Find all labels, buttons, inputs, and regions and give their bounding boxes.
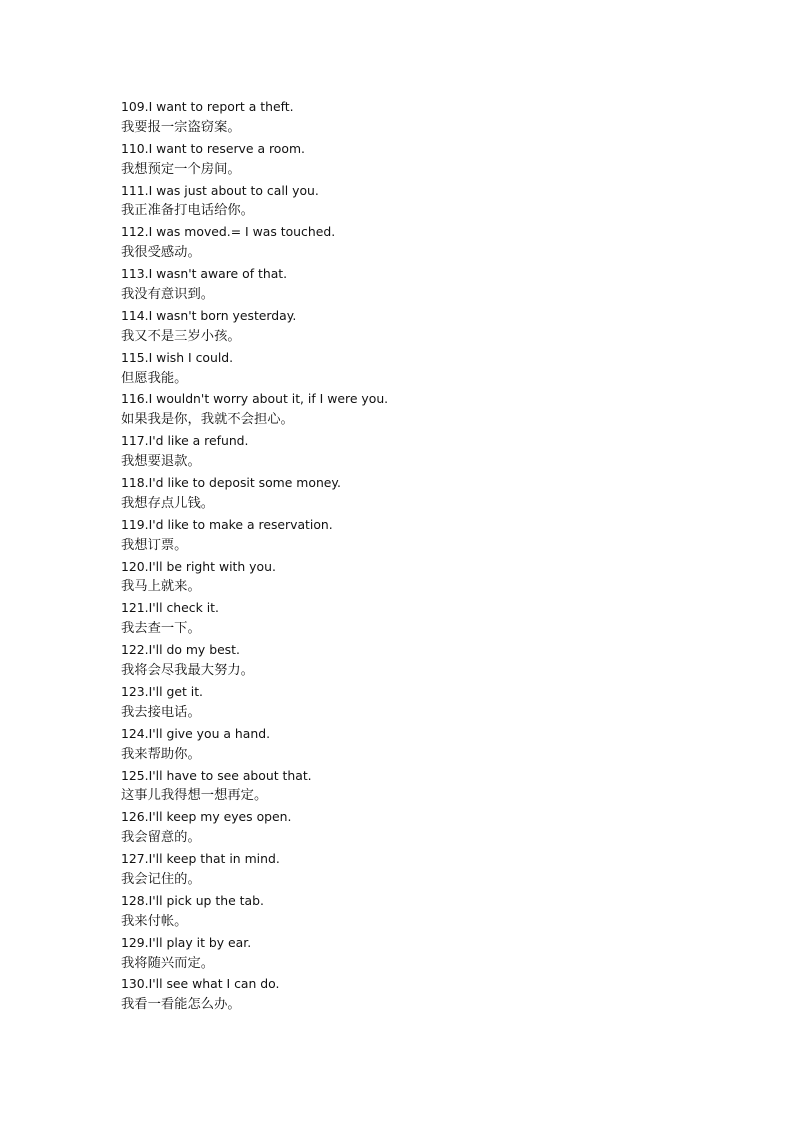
chinese-translation: 我马上就来。 (121, 579, 201, 595)
phrase-entry (121, 306, 741, 348)
phrase-entry (121, 974, 741, 1016)
chinese-translation: 我没有意识到。 (121, 287, 215, 303)
chinese-translation: 我来付帐。 (121, 913, 188, 929)
english-phrase: 118.I'd like to deposit some money. (121, 475, 341, 491)
phrase-entry (121, 515, 741, 557)
chinese-translation: 我想要退款。 (121, 454, 201, 470)
phrase-entry (121, 389, 741, 431)
chinese-translation: 我很受感动。 (121, 245, 201, 261)
phrase-entry (121, 682, 741, 724)
english-phrase: 109.I want to report a theft. (121, 99, 294, 114)
english-phrase: 110.I want to reserve a room. (121, 140, 305, 156)
phrase-entry (121, 766, 741, 808)
chinese-translation: 我又不是三岁小孩。 (121, 328, 241, 344)
english-phrase: 127.I'll keep that in mind. (121, 851, 280, 867)
chinese-translation: 我去查一下。 (121, 621, 201, 637)
chinese-translation: 我要报一宗盗窃案。 (121, 119, 241, 135)
chinese-translation: 我想存点儿钱。 (121, 495, 215, 511)
phrase-entry (121, 264, 741, 306)
phrase-entry (121, 807, 741, 849)
english-phrase: 129.I'll play it by ear. (121, 934, 252, 950)
phrase-entry (121, 640, 741, 682)
english-phrase: 123.I'll get it. (121, 683, 203, 699)
english-phrase: 114.I wasn't born yesterday. (121, 307, 297, 323)
english-phrase: 111.I was just about to call you. (121, 182, 319, 198)
phrase-list (121, 97, 741, 1016)
phrase-entry (121, 431, 741, 473)
phrase-entry (121, 222, 741, 264)
phrase-entry (121, 97, 741, 139)
english-phrase: 126.I'll keep my eyes open. (121, 809, 292, 825)
english-phrase: 120.I'll be right with you. (121, 558, 276, 574)
phrase-entry (121, 933, 741, 975)
english-phrase: 116.I wouldn't worry about it, if I were you. (121, 391, 389, 407)
english-phrase: 125.I'll have to see about that. (121, 767, 312, 783)
english-phrase: 124.I'll give you a hand. (121, 725, 271, 741)
chinese-translation: 我将会尽我最大努力。 (121, 663, 254, 679)
chinese-translation: 我正准备打电话给你。 (121, 203, 254, 219)
chinese-translation: 我将随兴而定。 (121, 955, 215, 971)
chinese-translation: 我会留意的。 (121, 830, 201, 846)
phrase-entry (121, 181, 741, 223)
chinese-translation: 如果我是你，我就不会担心。 (121, 412, 294, 428)
english-phrase: 117.I'd like a refund. (121, 433, 249, 449)
chinese-translation: 但愿我能。 (121, 370, 188, 386)
chinese-translation: 这事儿我得想一想再定。 (121, 788, 268, 804)
chinese-translation: 我想预定一个房间。 (121, 161, 241, 177)
english-phrase: 130.I'll see what I can do. (121, 976, 280, 992)
phrase-entry (121, 473, 741, 515)
phrase-entry (121, 849, 741, 891)
english-phrase: 121.I'll check it. (121, 600, 219, 616)
phrase-entry (121, 348, 741, 390)
chinese-translation: 我看一看能怎么办。 (121, 997, 241, 1013)
chinese-translation: 我会记住的。 (121, 871, 201, 887)
english-phrase: 113.I wasn't aware of that. (121, 266, 288, 282)
english-phrase: 115.I wish I could. (121, 349, 234, 365)
english-phrase: 119.I'd like to make a reservation. (121, 516, 333, 532)
english-phrase: 128.I'll pick up the tab. (121, 892, 264, 908)
chinese-translation: 我去接电话。 (121, 704, 201, 720)
chinese-translation: 我想订票。 (121, 537, 188, 553)
chinese-translation: 我来帮助你。 (121, 746, 201, 762)
phrase-entry (121, 724, 741, 766)
phrase-entry (121, 557, 741, 599)
english-phrase: 112.I was moved.= I was touched. (121, 224, 336, 240)
phrase-entry (121, 891, 741, 933)
english-phrase: 122.I'll do my best. (121, 642, 240, 658)
phrase-entry (121, 598, 741, 640)
phrase-entry (121, 139, 741, 181)
